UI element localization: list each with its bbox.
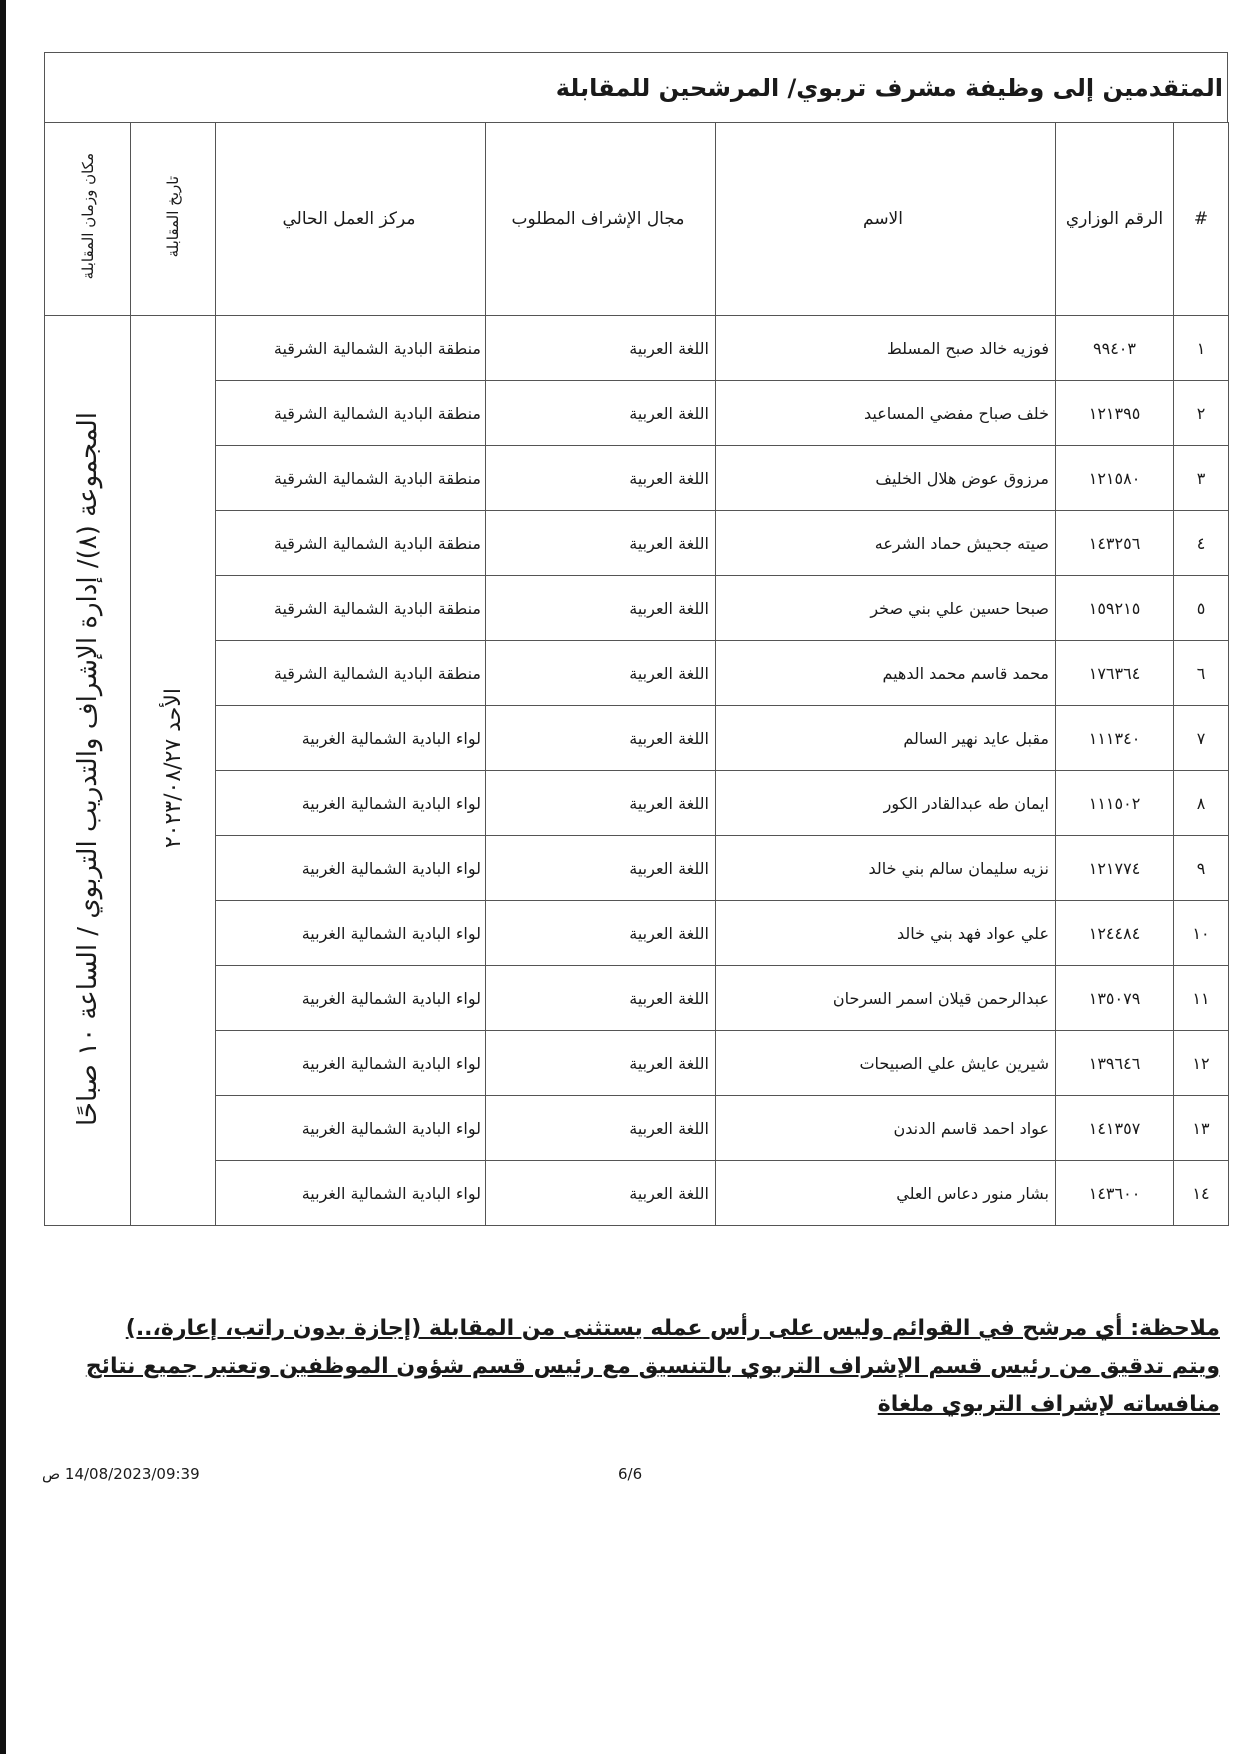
- cell-name: بشار منور دعاس العلي: [716, 1161, 1056, 1226]
- header-place: [45, 123, 131, 316]
- cell-id: ١٧٦٣٦٤: [1056, 641, 1174, 706]
- cell-num: ٤: [1174, 511, 1229, 576]
- cell-field: اللغة العربية: [486, 1031, 716, 1096]
- cell-field: اللغة العربية: [486, 836, 716, 901]
- table-row: [45, 446, 1229, 511]
- cell-name: فوزيه خالد صبح المسلط: [716, 316, 1056, 381]
- cell-name: علي عواد فهد بني خالد: [716, 901, 1056, 966]
- page-title: المتقدمين إلى وظيفة مشرف تربوي/ المرشحين للمقابلة: [555, 73, 1223, 102]
- cell-num: ٦: [1174, 641, 1229, 706]
- interview-place-cell: [45, 316, 131, 1226]
- cell-num: ٨: [1174, 771, 1229, 836]
- cell-field: اللغة العربية: [486, 446, 716, 511]
- cell-id: ١١١٥٠٢: [1056, 771, 1174, 836]
- cell-work: منطقة البادية الشمالية الشرقية: [216, 316, 486, 381]
- cell-field: اللغة العربية: [486, 1161, 716, 1226]
- cell-name: خلف صباح مفضي المساعيد: [716, 381, 1056, 446]
- note-text: ملاحظة: أي مرشح في القوائم وليس على رأس عمله يستثنى من المقابلة (إجازة بدون راتب، إعارة،..) ويتم تدقيق من رئيس قسم الإشراف التربوي بالتنسيق مع رئيس قسم شؤون الموظفين وتعتبر جميع نتائج منافساته لإشراف التربوي ملغاة: [85, 1316, 1220, 1417]
- cell-work: منطقة البادية الشمالية الشرقية: [216, 446, 486, 511]
- cell-id: ١٣٥٠٧٩: [1056, 966, 1174, 1031]
- cell-work: منطقة البادية الشمالية الشرقية: [216, 381, 486, 446]
- cell-work: منطقة البادية الشمالية الشرقية: [216, 511, 486, 576]
- cell-name: ايمان طه عبدالقادر الكور: [716, 771, 1056, 836]
- table-row: [45, 1096, 1229, 1161]
- header-date-text: تاريخ المقابلة: [164, 175, 182, 258]
- cell-num: ٣: [1174, 446, 1229, 511]
- cell-name: مقبل عايد نهير السالم: [716, 706, 1056, 771]
- header-field: مجال الإشراف المطلوب: [486, 123, 716, 316]
- table-body: [45, 316, 1229, 1226]
- cell-num: ١: [1174, 316, 1229, 381]
- cell-id: ١٤٣٢٥٦: [1056, 511, 1174, 576]
- interview-place: المجموعة (٨)/ إدارة الإشراف والتدريب التربوي / الساعة ١٠ صباحًا: [72, 411, 103, 1126]
- footer-page-number: 6/6: [618, 1465, 643, 1483]
- cell-field: اللغة العربية: [486, 901, 716, 966]
- table-header-row: [45, 123, 1229, 316]
- header-place-text: مكان وزمان المقابلة: [78, 153, 97, 280]
- cell-field: اللغة العربية: [486, 316, 716, 381]
- cell-id: ١٢٤٤٨٤: [1056, 901, 1174, 966]
- table-row: [45, 1031, 1229, 1096]
- cell-name: صيته جحيش حماد الشرعه: [716, 511, 1056, 576]
- document-sheet: [44, 52, 1228, 1226]
- header-name: الاسم: [716, 123, 1056, 316]
- cell-name: نزيه سليمان سالم بني خالد: [716, 836, 1056, 901]
- table-row: [45, 641, 1229, 706]
- table-row: [45, 966, 1229, 1031]
- cell-num: ١٤: [1174, 1161, 1229, 1226]
- cell-work: منطقة البادية الشمالية الشرقية: [216, 641, 486, 706]
- table-row: [45, 836, 1229, 901]
- cell-field: اللغة العربية: [486, 1096, 716, 1161]
- cell-field: اللغة العربية: [486, 511, 716, 576]
- table-title-bar: [44, 52, 1228, 122]
- cell-num: ١٠: [1174, 901, 1229, 966]
- cell-work: منطقة البادية الشمالية الشرقية: [216, 576, 486, 641]
- cell-id: ٩٩٤٠٣: [1056, 316, 1174, 381]
- interview-date-cell: [131, 316, 216, 1226]
- cell-id: ١٥٩٢١٥: [1056, 576, 1174, 641]
- table-row: [45, 771, 1229, 836]
- header-id: الرقم الوزاري: [1056, 123, 1174, 316]
- cell-field: اللغة العربية: [486, 576, 716, 641]
- cell-work: لواء البادية الشمالية الغربية: [216, 1096, 486, 1161]
- header-date: [131, 123, 216, 316]
- table-row: [45, 511, 1229, 576]
- cell-field: اللغة العربية: [486, 641, 716, 706]
- table-row: [45, 316, 1229, 381]
- candidates-table: [44, 122, 1229, 1226]
- cell-field: اللغة العربية: [486, 966, 716, 1031]
- cell-name: شيرين عايش علي الصبيحات: [716, 1031, 1056, 1096]
- interview-date: الأحد ٢٠٢٣/٠٨/٢٧: [160, 688, 186, 849]
- cell-name: عبدالرحمن قيلان اسمر السرحان: [716, 966, 1056, 1031]
- table-row: [45, 576, 1229, 641]
- cell-name: عواد احمد قاسم الدندن: [716, 1096, 1056, 1161]
- scan-edge: [0, 0, 6, 1754]
- cell-name: محمد قاسم محمد الدهيم: [716, 641, 1056, 706]
- cell-id: ١٢١٣٩٥: [1056, 381, 1174, 446]
- cell-field: اللغة العربية: [486, 381, 716, 446]
- cell-id: ١٢١٧٧٤: [1056, 836, 1174, 901]
- cell-id: ١٣٩٦٤٦: [1056, 1031, 1174, 1096]
- cell-work: لواء البادية الشمالية الغربية: [216, 771, 486, 836]
- cell-id: ١٤١٣٥٧: [1056, 1096, 1174, 1161]
- table-row: [45, 706, 1229, 771]
- cell-num: ٥: [1174, 576, 1229, 641]
- cell-num: ١١: [1174, 966, 1229, 1031]
- table-row: [45, 901, 1229, 966]
- cell-field: اللغة العربية: [486, 771, 716, 836]
- cell-field: اللغة العربية: [486, 706, 716, 771]
- cell-name: مرزوق عوض هلال الخليف: [716, 446, 1056, 511]
- cell-id: ١٤٣٦٠٠: [1056, 1161, 1174, 1226]
- cell-id: ١٢١٥٨٠: [1056, 446, 1174, 511]
- cell-work: لواء البادية الشمالية الغربية: [216, 836, 486, 901]
- header-work: مركز العمل الحالي: [216, 123, 486, 316]
- cell-num: ١٢: [1174, 1031, 1229, 1096]
- cell-name: صبحا حسين علي بني صخر: [716, 576, 1056, 641]
- cell-num: ١٣: [1174, 1096, 1229, 1161]
- cell-work: لواء البادية الشمالية الغربية: [216, 901, 486, 966]
- table-row: [45, 1161, 1229, 1226]
- cell-work: لواء البادية الشمالية الغربية: [216, 706, 486, 771]
- header-num: #: [1174, 123, 1229, 316]
- cell-id: ١١١٣٤٠: [1056, 706, 1174, 771]
- footer-timestamp: 14/08/2023/09:39 ص: [42, 1465, 200, 1483]
- table-row: [45, 381, 1229, 446]
- cell-work: لواء البادية الشمالية الغربية: [216, 1031, 486, 1096]
- cell-work: لواء البادية الشمالية الغربية: [216, 966, 486, 1031]
- cell-num: ٧: [1174, 706, 1229, 771]
- cell-num: ٢: [1174, 381, 1229, 446]
- cell-work: لواء البادية الشمالية الغربية: [216, 1161, 486, 1226]
- cell-num: ٩: [1174, 836, 1229, 901]
